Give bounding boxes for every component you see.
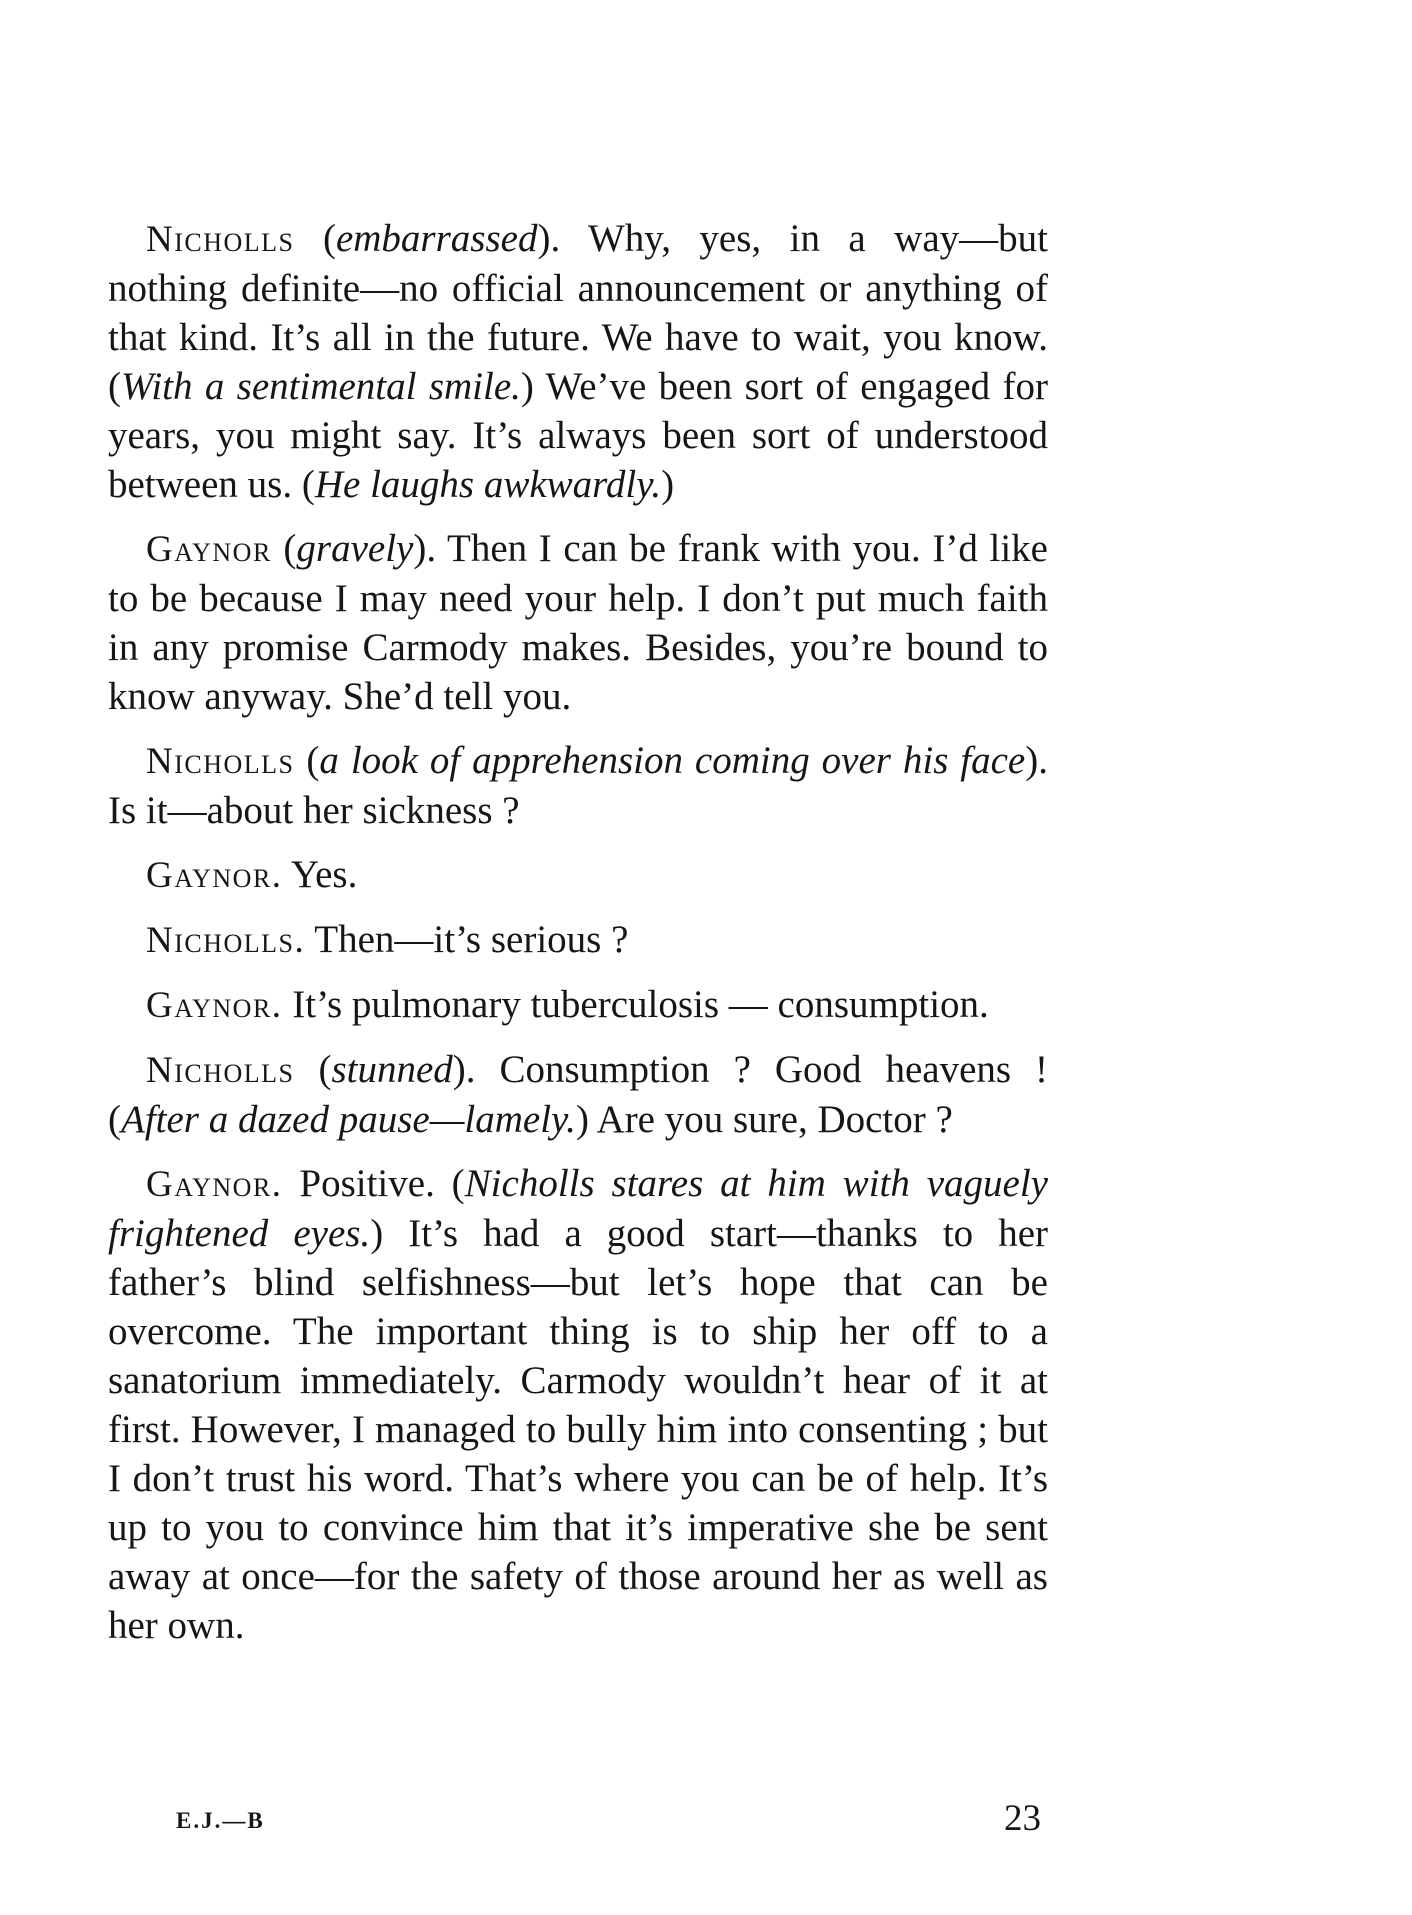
dialogue-text: ( — [271, 527, 297, 570]
speaker-name: Nicholls — [146, 741, 295, 782]
dialogue-text: ( — [294, 1048, 332, 1091]
dialogue-text: ( — [294, 739, 320, 782]
dialogue-text: Positive. ( — [282, 1162, 465, 1205]
stage-direction: a look of apprehension coming over his face — [319, 739, 1026, 782]
stage-direction: With a sentimental smile. — [121, 365, 521, 408]
speaker-name: Nicholls. — [146, 920, 306, 961]
dialogue-text: ) — [661, 463, 675, 506]
page-number: 23 — [1004, 1798, 1041, 1839]
dialogue-paragraph — [108, 1159, 1048, 1650]
dialogue-text: ) We’ve been sort of engaged for years, you might say. It’s always been sort of understood between us. ( — [108, 365, 1048, 506]
dialogue-text: Yes. — [282, 853, 358, 896]
speaker-name: Nicholls — [146, 1050, 295, 1091]
dialogue-text: ). Then I can be frank with you. I’d like to be because I may need your help. I don’t put much faith in any promise Carmody makes. Besides, you’re bound to know anyway. She’d tell you. — [108, 527, 1048, 718]
speaker-name: Gaynor. — [146, 985, 283, 1026]
speaker-name: Gaynor — [146, 529, 272, 570]
dialogue-text: ( — [294, 217, 336, 260]
stage-direction: Nicholls stares at him with vaguely frightened eyes. — [108, 1162, 1048, 1255]
dialogue-paragraph — [108, 915, 1048, 965]
dialogue-text: It’s pulmonary tuberculosis — consumption. — [282, 983, 989, 1026]
dialogue-paragraph — [108, 736, 1048, 835]
speaker-name: Gaynor. — [146, 1164, 283, 1205]
stage-direction: gravely — [296, 527, 414, 570]
stage-direction: He laughs awkwardly. — [314, 463, 662, 506]
dialogue-text: ) Are you sure, Doctor ? — [575, 1098, 953, 1141]
dialogue-paragraph — [108, 524, 1048, 721]
stage-direction: After a dazed pause—lamely. — [121, 1098, 576, 1141]
dialogue-paragraph — [108, 214, 1048, 509]
page-body — [108, 214, 1048, 1665]
dialogue-text: ) It’s had a good start—thanks to her father’s blind selfishness—but let’s hope that can be overcome. The important thing is to ship her off to a sanatorium immediately. Carmody wouldn’t hear of it at first. However, I managed to bully him into consenting ; but I don’t trust his word. That’s where you can be of help. It’s up to you to convince him that it’s imperative she be sent away at once—for the safety of those around her as well as her own. — [108, 1212, 1048, 1647]
stage-direction: embarrassed — [335, 217, 538, 260]
dialogue-text: ). Why, yes, in a way—but nothing definite—no official announcement or anything of that kind. It’s all in the future. We have to wait, you know. ( — [108, 217, 1048, 408]
dialogue-text: ). Consumption ? Good heavens ! ( — [108, 1048, 1048, 1141]
speaker-name: Nicholls — [146, 219, 295, 260]
speaker-name: Gaynor. — [146, 855, 283, 896]
stage-direction: stunned — [331, 1048, 453, 1091]
dialogue-paragraph — [108, 980, 1048, 1030]
dialogue-paragraph — [108, 850, 1048, 900]
dialogue-text: Then—it’s serious ? — [305, 918, 629, 961]
dialogue-paragraph — [108, 1045, 1048, 1144]
dialogue-text: ). Is it—about her sickness ? — [108, 739, 1048, 832]
printer-signature-mark: E.J.—B — [176, 1808, 265, 1833]
